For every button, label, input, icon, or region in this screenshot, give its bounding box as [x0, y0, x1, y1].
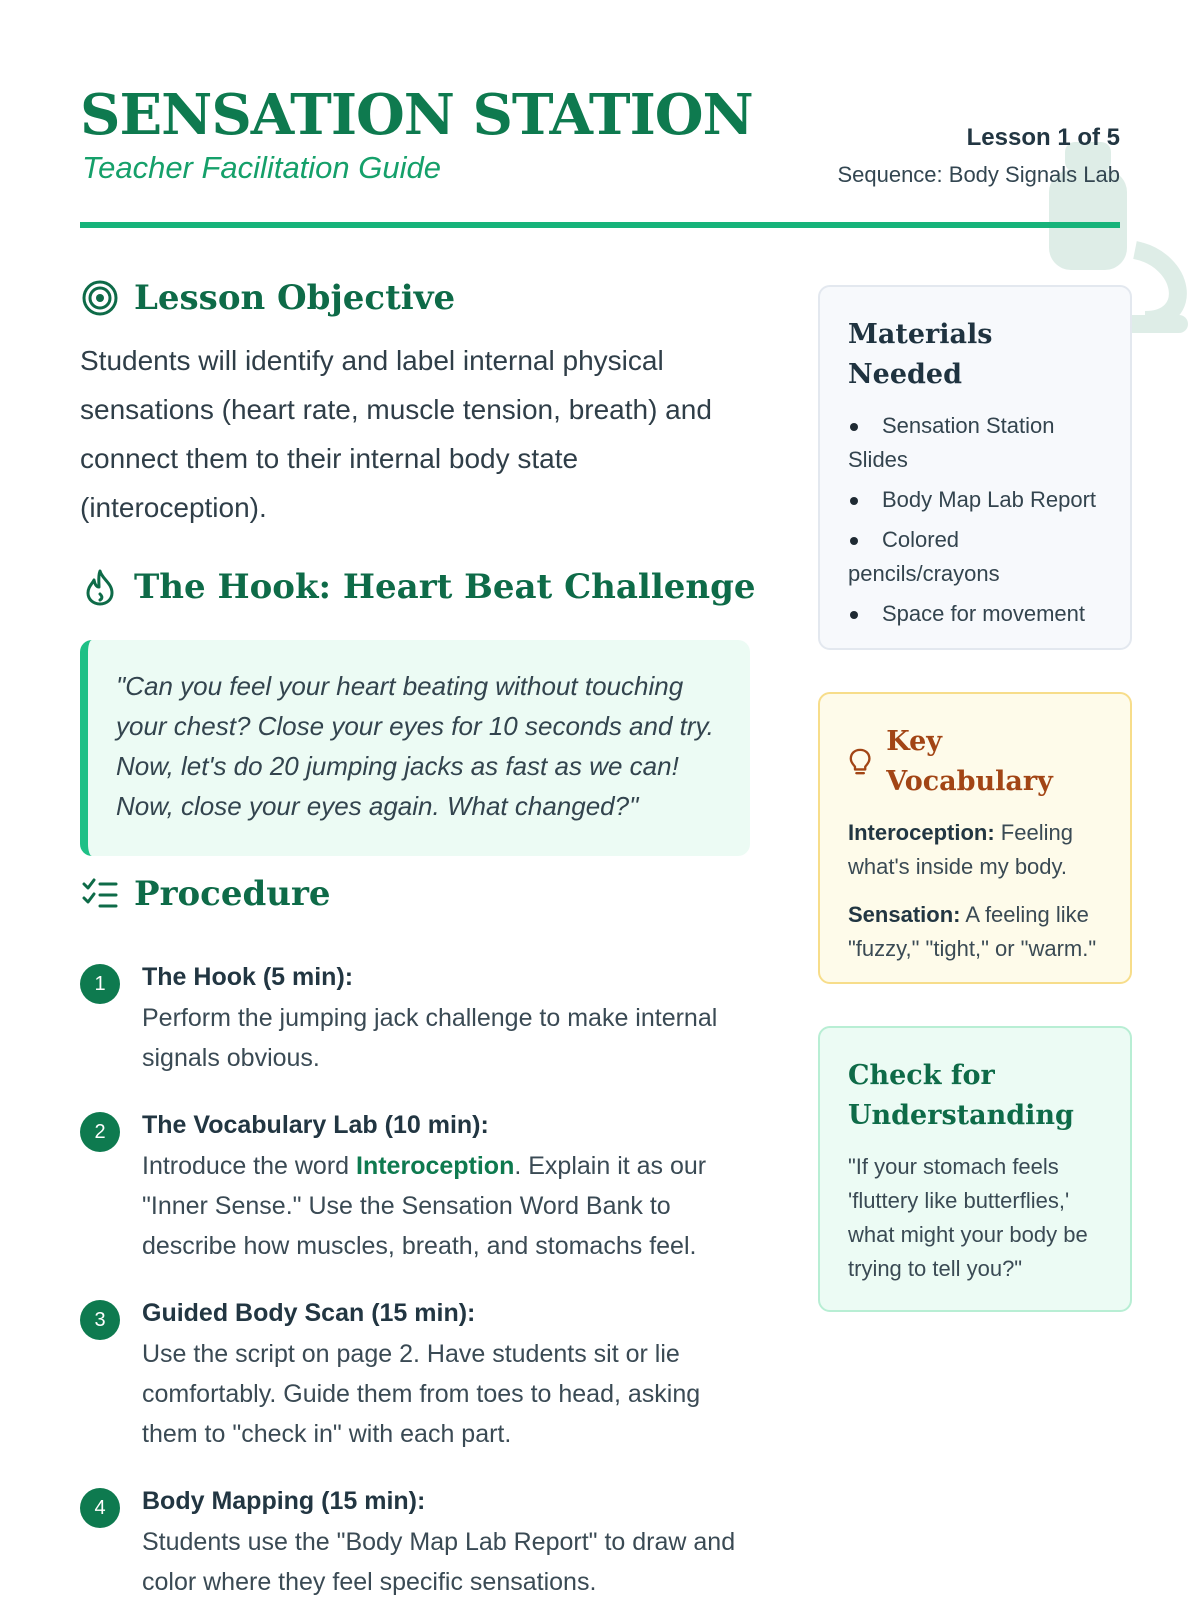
material-label: Sensation Station Slides [848, 413, 1055, 472]
page-title: SENSATION STATION [80, 82, 753, 148]
bullet [848, 523, 882, 557]
procedure-heading: Procedure [134, 874, 331, 914]
objective-heading-row [80, 278, 455, 318]
materials-card [818, 285, 1132, 650]
step-title: The Vocabulary Lab (10 min): [142, 1111, 489, 1139]
page-subtitle: Teacher Facilitation Guide [82, 150, 441, 185]
objective-heading: Lesson Objective [134, 278, 456, 318]
vocab-term-definition: A feeling like "fuzzy," "tight," or "warm." [848, 902, 1097, 961]
vocab-highlight: Interoception [356, 1152, 515, 1180]
materials-list [848, 409, 1102, 631]
step-number: 4 [80, 1488, 120, 1528]
vocab-term [848, 816, 1102, 884]
step-text-part: Introduce the word [142, 1152, 357, 1180]
step-number: 2 [80, 1112, 120, 1152]
hook-heading-row [80, 567, 756, 607]
objective-text: Students will identify and label internal physical sensations (heart rate, muscle tension, breath) and connect them to their internal body state (interoception). [80, 345, 712, 523]
material-label: Body Map Lab Report [882, 487, 1097, 512]
bullet [848, 597, 882, 631]
vocab-term-word: Sensation: [848, 902, 961, 927]
list-item [848, 597, 1102, 631]
step-title: Guided Body Scan (15 min): [142, 1299, 476, 1327]
step-title: The Hook (5 min): [142, 963, 354, 991]
list-item [848, 523, 1102, 591]
step-text: Use the script on page 2. Have students sit or lie comfortably. Guide them from toes to head, asking them to "check in" with each part. [142, 1340, 701, 1448]
list-item [848, 483, 1102, 517]
materials-heading: Materials Needed [848, 319, 993, 390]
target-icon [80, 278, 120, 318]
hook-quote: "Can you feel your heart beating without touching your chest? Close your eyes for 10 seconds and try. Now, let's do 20 jumping jacks as fast as we can! Now, close your eyes again. What changed?" [116, 671, 714, 821]
vocabulary-card [818, 692, 1132, 984]
flame-icon [80, 567, 120, 607]
checklist-icon [80, 874, 120, 914]
bullet [848, 409, 882, 443]
material-label: Colored pencils/crayons [848, 527, 1000, 586]
check-heading: Check for Understanding [848, 1060, 1074, 1131]
vocab-term-definition: Feeling what's inside my body. [848, 820, 1073, 879]
header [80, 80, 1120, 228]
step-text: Perform the jumping jack challenge to make internal signals obvious. [142, 1004, 718, 1072]
vocab-term [848, 898, 1102, 966]
check-understanding-card [818, 1026, 1132, 1312]
sequence-label: Sequence: Body Signals Lab [837, 162, 1120, 187]
step-text: Students use the "Body Map Lab Report" to draw and color where they feel specific sensations. [142, 1528, 736, 1596]
vocabulary-heading: Key Vocabulary [886, 726, 1053, 797]
material-label: Space for movement [882, 601, 1085, 626]
procedure-heading-row [80, 874, 331, 914]
header-divider [80, 222, 1120, 228]
lesson-number: Lesson 1 of 5 [966, 124, 1120, 151]
lightbulb-icon [848, 746, 872, 778]
check-question: "If your stomach feels 'fluttery like butterflies,' what might your body be trying to tell you?" [848, 1154, 1088, 1281]
step-text-part: . Explain it as our "Inner Sense." Use the Sensation Word Bank to describe how muscles, breath, and stomachs feel. [142, 1152, 707, 1260]
step-title: Body Mapping (15 min): [142, 1487, 426, 1515]
vocab-term-word: Interoception: [848, 820, 995, 845]
list-item [848, 409, 1102, 477]
step-number: 3 [80, 1300, 120, 1340]
vocabulary-heading-row [848, 722, 1102, 802]
hook-heading: The Hook: Heart Beat Challenge [134, 567, 756, 607]
bullet [848, 483, 882, 517]
hook-quote-box [80, 640, 750, 856]
step-text [142, 1146, 760, 1266]
step-number: 1 [80, 964, 120, 1004]
